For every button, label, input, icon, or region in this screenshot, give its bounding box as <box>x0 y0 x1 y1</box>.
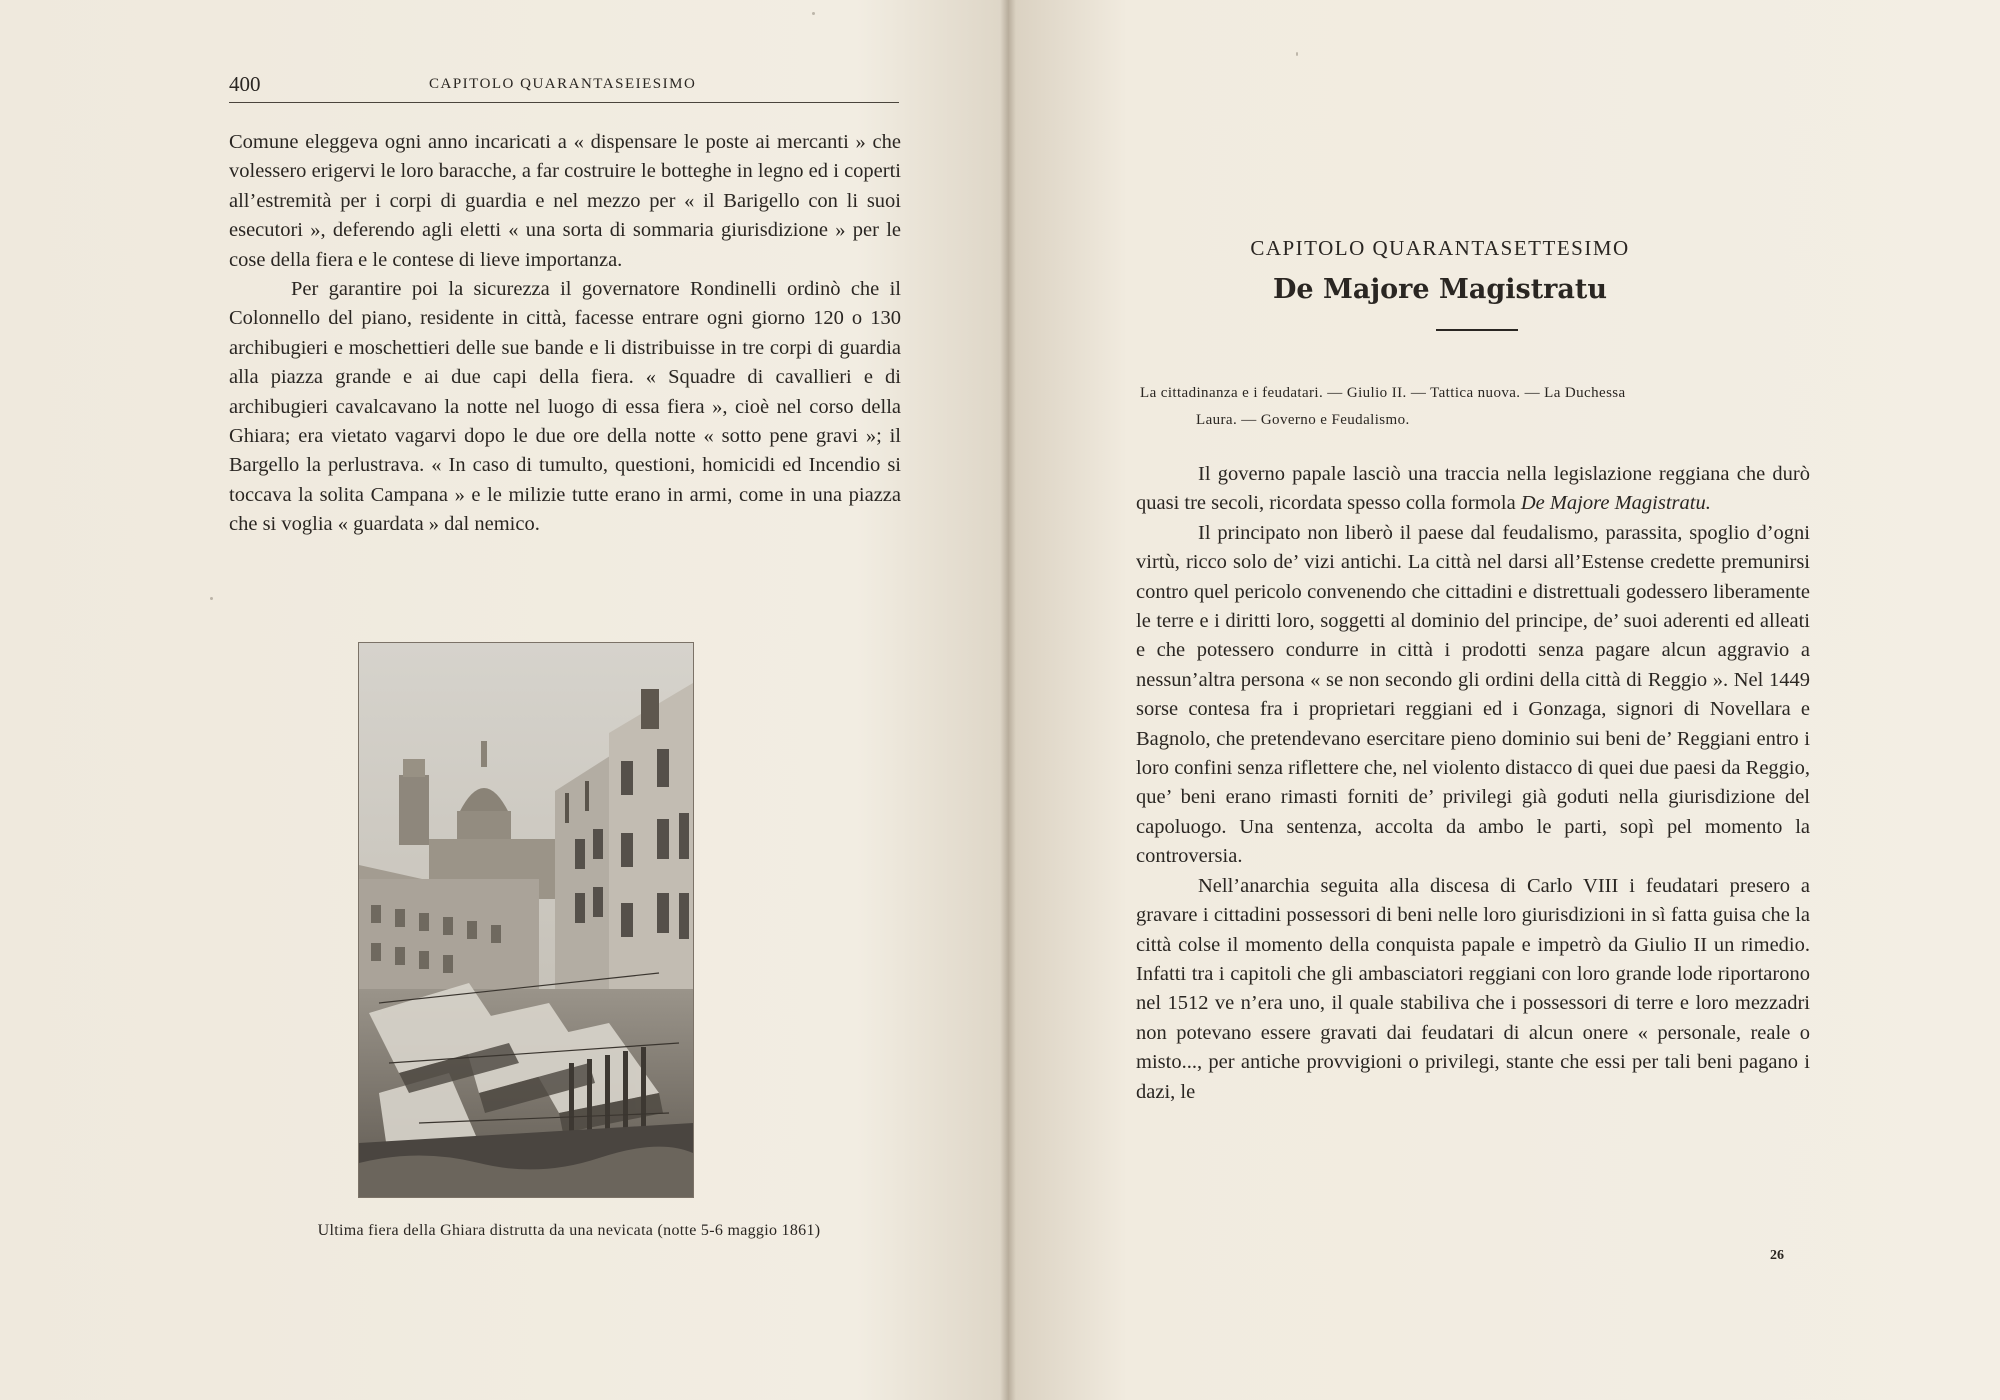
running-head <box>229 72 899 103</box>
chapter-heading: CAPITOLO QUARANTASETTESIMO <box>1250 236 1630 260</box>
photo-plate <box>358 642 694 1198</box>
paragraph <box>1136 460 1810 519</box>
paragraph: Il principato non liberò il paese dal feudalismo, parassita, spoglio d’ogni virtù, ricco solo de’ vizi antichi. La città nel darsi all’Estense credette premunirsi contro quel pericolo convenendo che cittadini e distrettuali godessero liberamente le terre e i diritti loro, soggetti al dominio del principe, de’ suoi aderenti ed alleati e che potessero condurre in città i prodotti senza pagare alcun aggravio a nessun’altra persona « se non secondo gli ordini della città di Reggio ». Nel 1449 sorse contesa fra i proprietari reggiani ed i Gonzaga, signori di Novellara e Bagnolo, che pretendevano esercitare pieno dominio sui beni de’ Reggiani entro i loro confini senza riflettere che, nel violento distacco di quei due paesi da Reggio, que’ beni erano rimasti forniti de’ privilegi già goduti nella giurisdizione del capoluogo. Una sentenza, accolta da ambo le parti, sopì pel momento la controversia. <box>1136 521 1810 868</box>
summary-line: Laura. — Governo e Feudalismo. <box>1196 412 1410 428</box>
paragraph: Nell’anarchia seguita alla discesa di Carlo VIII i feudatari presero a gravare i cittadini possessori di beni nelle loro giurisdizioni in sì fatta guisa che la città colse il momento della conquista papale e impetrò da Giulio II un rimedio. Infatti tra i capitoli che gli ambasciatori reggiani con loro grande lode riportarono nel 1512 ve n’era uno, il quale stabiliva che i possessori di terre e loro mezzadri non potevano essere gravati dai feudatari di alcun onere « personale, reale o misto..., per antiche provvigioni o privilegi, stante che essi per tali beni pagano i dazi, le <box>1136 874 1810 1103</box>
page-speck <box>812 12 815 15</box>
paragraph: Comune eleggeva ogni anno incaricati a « dispensare le poste ai mercanti » che volessero erigervi le loro baracche, a far costruire le botteghe in legno ed i coperti all’estremità per i corpi di guardia e nel mezzo per « il Barigello con li suoi esecutori », deferendo agli eletti « una sorta di sommaria giurisdizione » per le cose della fiera e le contese di lieve importanza. <box>229 131 901 271</box>
right-body-text <box>1136 460 1810 1107</box>
page-number: 400 <box>229 72 261 96</box>
chapter-summary <box>1140 380 1814 434</box>
signature-mark: 26 <box>1770 1248 1784 1263</box>
page-speck <box>1296 52 1298 56</box>
figure-caption: Ultima fiera della Ghiara distrutta da una nevicata (notte 5-6 maggio 1861) <box>317 1222 821 1239</box>
book-gutter <box>1000 0 1016 1400</box>
chapter-title: De Majore Magistratu <box>1273 274 1607 305</box>
snowfall-fair-photo <box>359 643 693 1197</box>
italic-phrase: De Majore Magistratu. <box>1520 492 1711 515</box>
page-speck <box>210 597 213 600</box>
paragraph-text: Il governo papale lasciò una traccia nella legislazione reggiana che durò quasi tre secoli, ricordata spesso colla formola <box>1136 463 1810 515</box>
title-rule <box>1436 329 1518 331</box>
paragraph: Per garantire poi la sicurezza il governatore Rondinelli ordinò che il Colonnello del piano, residente in città, facesse entrare ogni giorno 120 o 130 archibugieri e moschettieri delle sue bande e li distribuisse in tre corpi di guardia alla piazza grande e ai due capi della fiera. « Squadre di cavallieri e di archibugieri cavalcavano la notte nel luogo di essa fiera », cioè nel corso della Ghiara; era vietato vagarvi dopo le due ore della notte « sotto pene gravi »; il Bargello la perlustrava. « In caso di tumulto, questioni, homicidi ed Incendio si toccava la solita Campana » e le milizie tutte erano in armi, come in una piazza che si voglia « guardata » dal nemico. <box>229 278 901 536</box>
summary-line: La cittadinanza e i feudatari. — Giulio II. — Tattica nuova. — La Duchessa <box>1140 385 1626 401</box>
running-title: CAPITOLO QUARANTASEIESIMO <box>429 76 697 92</box>
left-body-text <box>229 128 901 540</box>
